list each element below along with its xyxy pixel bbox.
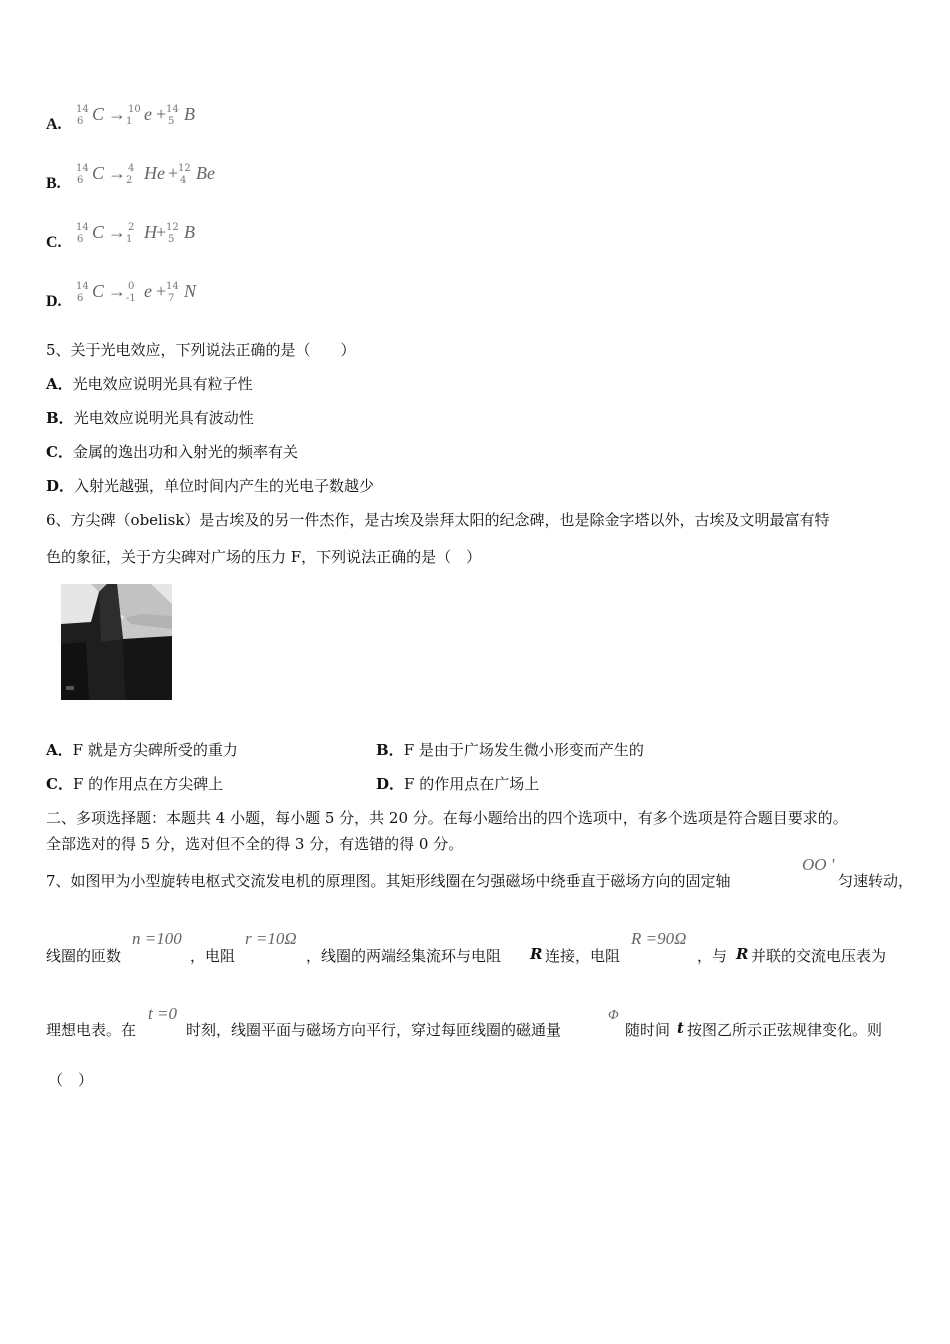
section-2-heading-line1: 二、多项选择题：本题共 4 小题，每小题 5 分，共 20 分。在每小题给出的四个选项中，有多个选项是符合题目要求的。 [46,809,848,827]
q7-line3-b: 时刻，线圈平面与磁场方向平行，穿过每匝线圈的磁通量 [186,1021,562,1039]
plus-sign: + [168,163,179,183]
product2-atomic-number: 5 [168,234,175,245]
q6-option-a[interactable]: A．F 就是方尖碑所受的重力 [46,741,238,759]
q7-line2-e: ，与 [697,947,728,965]
product2-mass-number: 12 [178,163,191,174]
product1-atomic-number: 2 [126,175,133,186]
parent-atomic-number: 6 [77,175,84,186]
q7-line3-t: t [677,1019,684,1037]
product2-mass-number: 14 [166,104,179,115]
plus-sign: + [156,104,167,124]
q5-option-c[interactable]: C．金属的逸出功和入射光的频率有关 [46,443,298,461]
q7-turns-formula: n =100 [132,929,182,948]
arrow-icon: → [108,163,126,183]
product1-atomic-number: 1 [126,234,133,245]
q4-equation [76,222,276,252]
product1-atomic-number: 1 [126,116,133,127]
q7-line1-end: 匀速转动， [838,872,914,890]
q6-stem-line2: 色的象征，关于方尖碑对广场的压力 F，下列说法正确的是（ ） [46,548,482,566]
q5-stem: 5、关于光电效应，下列说法正确的是（ ） [46,341,356,359]
q6-option-b[interactable]: B．F 是由于广场发生微小形变而产生的 [376,741,644,759]
q7-answer-brackets: （ ） [48,1071,94,1089]
arrow-icon: → [108,104,126,124]
q7-line3-c: 随时间 [625,1021,671,1039]
parent-symbol: C [92,104,105,124]
q5-option-a[interactable]: A．光电效应说明光具有粒子性 [46,375,253,393]
plus-sign: + [156,281,167,301]
q4-option-label: B. [46,175,61,192]
q7-line3-d: 按图乙所示正弦规律变化。则 [687,1021,883,1039]
product1-symbol: H [144,222,157,242]
q7-line2-d: 连接，电阻 [545,947,621,965]
product1-atomic-number: -1 [126,293,136,304]
product1-symbol: He [144,163,165,183]
product2-symbol: B [184,104,195,124]
q7-axis-symbol: OO ' [802,855,835,874]
q7-line2-b: ，电阻 [190,947,236,965]
obelisk-image [61,584,172,700]
q6-stem-line1: 6、方尖碑（obelisk）是古埃及的另一件杰作，是古埃及崇拜太阳的纪念碑，也是除金字塔以外，古埃及文明最富有特 [46,511,830,529]
product2-atomic-number: 4 [180,175,187,186]
parent-atomic-number: 6 [77,116,84,127]
q7-line3-a: 理想电表。在 [46,1021,137,1039]
q4-option-label: D. [46,293,62,310]
parent-mass-number: 14 [76,163,89,174]
product1-mass-number: 4 [128,163,135,174]
parent-symbol: C [92,163,105,183]
obelisk-photo [61,584,172,704]
product2-symbol: Be [196,163,215,183]
section-2-heading-line2: 全部选对的得 5 分，选对但不全的得 3 分，有选错的得 0 分。 [46,835,464,853]
q7-line2-c: ，线圈的两端经集流环与电阻 [306,947,502,965]
arrow-icon: → [108,222,126,242]
q6-option-d[interactable]: D．F 的作用点在广场上 [376,775,540,793]
q4-option-label: C. [46,234,62,251]
parent-mass-number: 14 [76,104,89,115]
q7-resistance-R-formula: R =90Ω [631,929,687,948]
product2-mass-number: 14 [166,281,179,292]
q4-equation [76,281,276,311]
product2-symbol: B [184,222,195,242]
product1-mass-number: 10 [128,104,141,115]
q7-line2-r2: R [736,945,749,963]
parent-symbol: C [92,222,105,242]
q7-line1-text: 7、如图甲为小型旋转电枢式交流发电机的原理图。其矩形线圈在匀强磁场中绕垂直于磁场方向的固定轴 [46,872,731,890]
parent-mass-number: 14 [76,281,89,292]
plus-sign: + [156,222,167,242]
q7-line2-r1: R [530,945,543,963]
q7-line2-a: 线圈的匝数 [46,947,122,965]
q5-option-b[interactable]: B．光电效应说明光具有波动性 [46,409,254,427]
product2-atomic-number: 7 [168,293,175,304]
product1-mass-number: 0 [128,281,135,292]
q7-resistance-r-formula: r =10Ω [245,929,297,948]
q7-flux-symbol: Φ [608,1008,619,1023]
parent-atomic-number: 6 [77,293,84,304]
product1-mass-number: 2 [128,222,135,233]
parent-atomic-number: 6 [77,234,84,245]
parent-mass-number: 14 [76,222,89,233]
q4-option-label: A. [46,116,62,133]
q7-time-zero-formula: t =0 [148,1004,177,1023]
arrow-icon: → [108,281,126,301]
parent-symbol: C [92,281,105,301]
q6-option-c[interactable]: C．F 的作用点在方尖碑上 [46,775,224,793]
product1-symbol: e [144,281,152,301]
product2-symbol: N [184,281,197,301]
q4-equation [76,104,276,134]
product1-symbol: e [144,104,152,124]
q4-equation [76,163,276,193]
product2-mass-number: 12 [166,222,179,233]
product2-atomic-number: 5 [168,116,175,127]
q5-option-d[interactable]: D．入射光越强，单位时间内产生的光电子数越少 [46,477,375,495]
q7-line2-f: 并联的交流电压表为 [751,947,887,965]
